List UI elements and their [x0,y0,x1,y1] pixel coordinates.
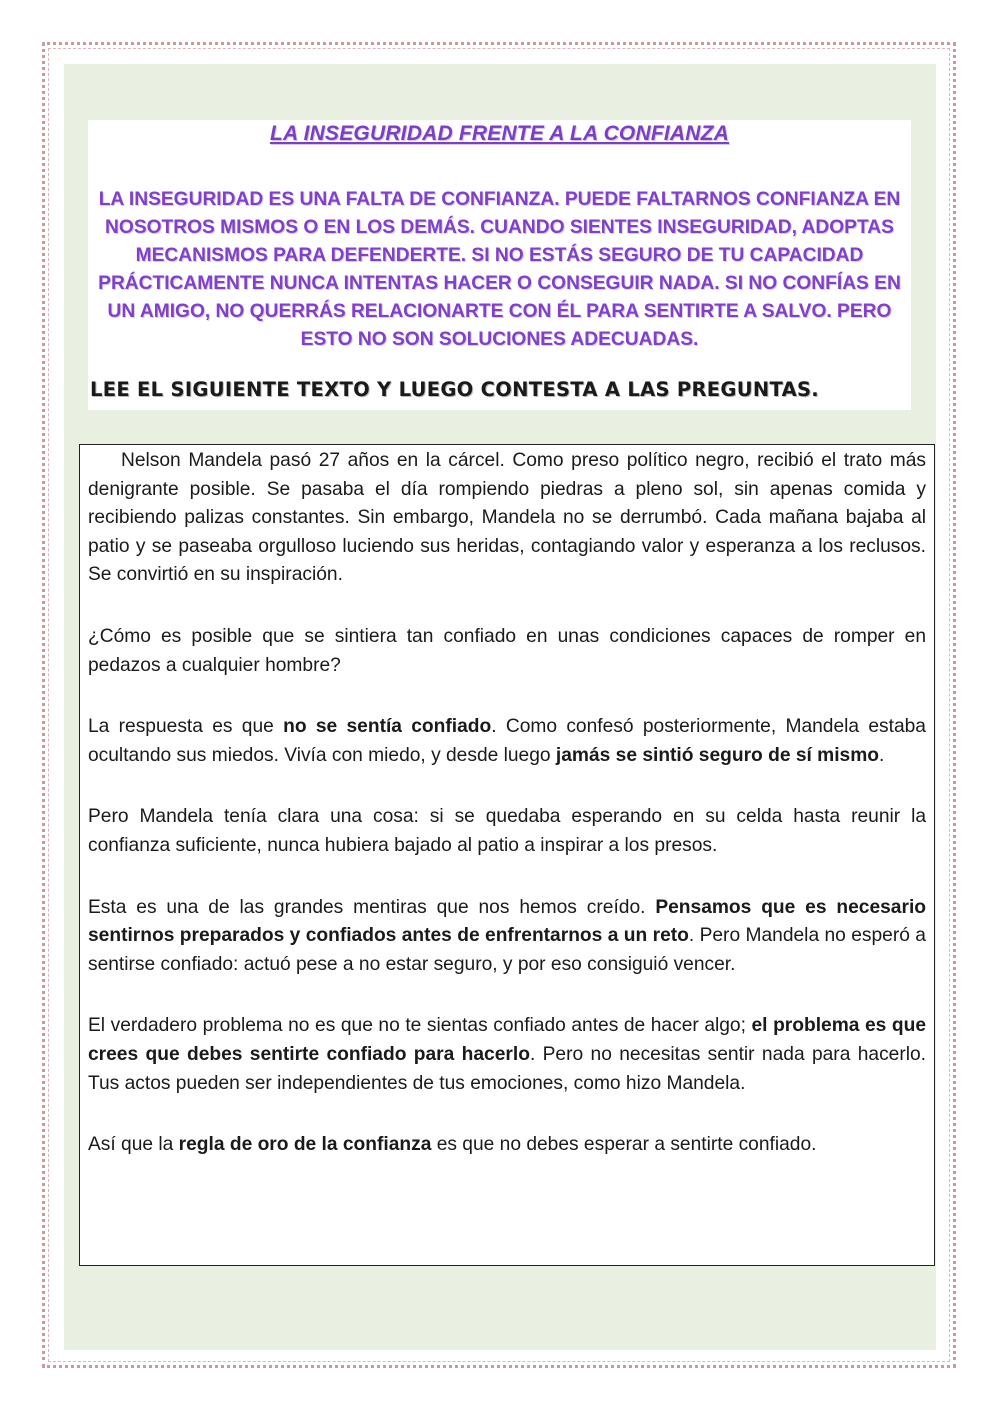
p5-text-c: . Pero Mandela no esperó a sentirse confiado: actuó pese a no estar seguro, y por eso consiguió vencer. [88,925,926,975]
paragraph-7 [88,1131,926,1160]
p7-text-a: Así que la [88,1134,179,1156]
instruction-text: LEE EL SIGUIENTE TEXTO Y LUEGO CONTESTA A LAS PREGUNTAS. [90,378,820,401]
p3-text-a: La respuesta es que [88,716,284,738]
paragraph-5 [88,894,926,980]
p3-text-e: . [879,744,885,766]
reading-text [88,447,926,1193]
paragraph-2: ¿Cómo es posible que se sintiera tan confiado en unas condiciones capaces de romper en pedazos a cualquier hombre? [88,625,926,676]
p6-bold-b: el problema es que crees que debes sentirte confiado para hacerlo [88,1015,927,1065]
paragraph-1: Nelson Mandela pasó 27 años en la cárcel. Como preso político negro, recibió el trato más denigrante posible. Se pasaba el día rompiendo piedras a pleno sol, sin apenas comida y recibiendo palizas constantes. Sin embargo, Mandela no se derrumbó. Cada mañana bajaba al patio y se paseaba orgulloso luciendo sus heridas, contagiando valor y esperanza a los reclusos. Se convirtió en su inspiración. [88,450,926,586]
p6-text-a: El verdadero problema no es que no te sientas confiado antes de hacer algo; [88,1015,752,1037]
p3-bold-d: jamás se sintió seguro de sí mismo [555,744,880,766]
page-title: LA INSEGURIDAD FRENTE A LA CONFIANZA [269,122,730,145]
p7-bold-b: regla de oro de la confianza [178,1134,432,1156]
paragraph-6 [88,1012,926,1098]
p3-text-c: . Como confesó posteriormente, Mandela estaba ocultando sus miedos. Vivía con miedo, y desde luego [88,716,926,766]
p5-text-a: Esta es una de las grandes mentiras que nos hemos creído. [88,896,656,918]
p6-text-c: . Pero no necesitas sentir nada para hacerlo. Tus actos pueden ser independientes de tus emociones, como hizo Mandela. [88,1043,926,1094]
paragraph-4: Pero Mandela tenía clara una cosa: si se quedaba esperando en su celda hasta reunir la confianza suficiente, nunca hubiera bajado al patio a inspirar a los presos. [88,806,926,856]
paragraph-3 [88,713,926,770]
p3-bold-b: no se sentía confiado [283,716,492,738]
intro-text: LA INSEGURIDAD ES UNA FALTA DE CONFIANZA. PUEDE FALTARNOS CONFIANZA EN NOSOTROS MISMOS O EN LOS DEMÁS. CUANDO SIENTES INSEGURIDAD, ADOPTAS MECANISMOS PARA DEFENDERTE. SI NO ESTÁS SEGURO DE TU CAPACIDAD PRÁCTICAMENTE NUNCA INTENTAS HACER O CONSEGUIR NADA. SI NO CONFÍAS EN UN AMIGO, NO QUERRÁS RELACIONARTE CON ÉL PARA SENTIRTE A SALVO. PERO ESTO NO SON SOLUCIONES ADECUADAS. [98,189,901,350]
p7-text-c: es que no debes esperar a sentirte confiado. [431,1134,817,1156]
p5-bold-b: Pensamos que es necesario sentirnos preparados y confiados antes de enfrentarnos a un reto [88,896,926,947]
